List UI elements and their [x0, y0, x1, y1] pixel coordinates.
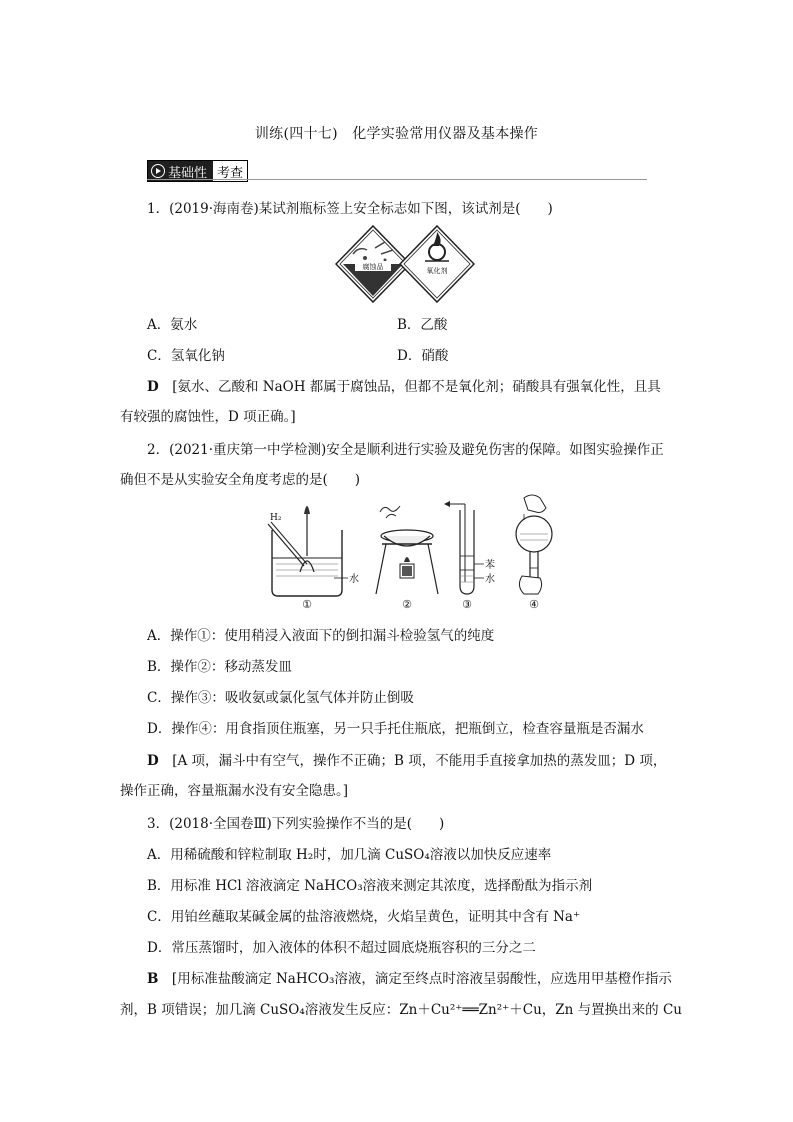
- oxidizer-sign: [400, 226, 474, 302]
- figure-number-3: ③: [462, 598, 472, 611]
- q1-explanation-1: [氨水、乙酸和 NaOH 都属于腐蚀品，但都不是氧化剂；硝酸具有强氧化性，且具: [172, 379, 661, 395]
- q3-option-d: D．常压蒸馏时，加入液体的体积不超过圆底烧瓶容积的三分之二: [147, 940, 536, 956]
- q1-option-a: A．氨水: [147, 317, 198, 333]
- q1-answer: D: [147, 379, 159, 395]
- q1-stem: 1．(2019·海南卷)某试剂瓶标签上安全标志如下图，该试剂是( ): [147, 201, 553, 217]
- q1-option-b: B．乙酸: [397, 317, 448, 333]
- q3-explanation-2: 剂，B 项错误；加几滴 CuSO₄溶液发生反应：Zn＋Cu²⁺══Zn²⁺＋Cu，Zn 与置换出来的 Cu: [120, 1002, 682, 1018]
- q3-answer: B: [147, 971, 159, 987]
- figure-number-4: ④: [529, 598, 539, 611]
- lab-operations-figure: [262, 490, 562, 612]
- q3-option-c: C．用铂丝蘸取某碱金属的盐溶液燃烧，火焰呈黄色，证明其中含有 Na⁺: [147, 909, 581, 925]
- q3-option-b: B．用标准 HCl 溶液滴定 NaHCO₃溶液来测定其浓度，选择酚酞为指示剂: [147, 878, 593, 894]
- figure-2-evaporating-dish: [376, 506, 438, 594]
- figure-water-label-1: 水: [349, 574, 359, 585]
- banner-dark-label: 基础性: [168, 165, 208, 181]
- q2-option-d: D．操作④：用食指顶住瓶塞，另一只手托住瓶底，把瓶倒立，检查容量瓶是否漏水: [147, 721, 644, 737]
- figure-h2-label: H₂: [270, 513, 282, 523]
- figure-water-label-3: 水: [485, 574, 495, 585]
- sign-oxidizer-label: 氧化剂: [426, 267, 448, 275]
- q2-stem-2: 确但不是从实验安全角度考虑的是( ): [120, 472, 361, 488]
- figure-number-2: ②: [402, 598, 412, 611]
- figure-number-1: ①: [302, 598, 312, 611]
- banner-rule: [147, 179, 647, 180]
- q2-option-c: C．操作③：吸收氨或氯化氢气体并防止倒吸: [147, 690, 414, 706]
- figure-3-test-tube: [444, 501, 484, 594]
- banner-dark: [148, 161, 213, 181]
- q2-answer-line: [147, 749, 666, 769]
- q1-option-d: D．硝酸: [397, 348, 449, 364]
- figure-benzene-label: 苯: [485, 560, 495, 571]
- q3-answer-line: [147, 967, 672, 987]
- q2-option-a: A．操作①：使用稍浸入液面下的倒扣漏斗检验氢气的纯度: [147, 628, 495, 644]
- play-icon: [151, 164, 165, 178]
- q3-stem: 3．(2018·全国卷Ⅲ)下列实验操作不当的是( ): [147, 816, 445, 832]
- q1-option-c: C．氢氧化钠: [147, 348, 225, 364]
- page-title: 训练(四十七) 化学实验常用仪器及基本操作: [254, 126, 539, 142]
- q2-stem-1: 2．(2021·重庆第一中学检测)安全是顺利进行实验及避免伤害的保障。如图实验操作正: [147, 442, 664, 458]
- q2-explanation-2: 操作正确，容量瓶漏水没有安全隐患。]: [120, 783, 349, 799]
- hazard-signs-figure: [335, 224, 475, 304]
- figure-4-volumetric-flask: [516, 495, 552, 594]
- q2-option-b: B．操作②：移动蒸发皿: [147, 659, 292, 675]
- q1-explanation-2: 有较强的腐蚀性，D 项正确。]: [120, 409, 296, 425]
- q2-answer: D: [147, 753, 159, 769]
- q3-explanation-1: [用标准盐酸滴定 NaHCO₃溶液，滴定至终点时溶液呈弱酸性，应选用甲基橙作指示: [171, 971, 672, 987]
- banner-light-label: 考查: [213, 161, 247, 181]
- sign-corrosive-label: 腐蚀品: [362, 263, 384, 271]
- q2-explanation-1: [A 项，漏斗中有空气，操作不正确；B 项，不能用手直接拿加热的蒸发皿；D 项，: [172, 753, 667, 769]
- q3-option-a: A．用稀硫酸和锌粒制取 H₂时，加几滴 CuSO₄溶液以加快反应速率: [147, 847, 552, 863]
- q1-answer-line: [147, 375, 661, 395]
